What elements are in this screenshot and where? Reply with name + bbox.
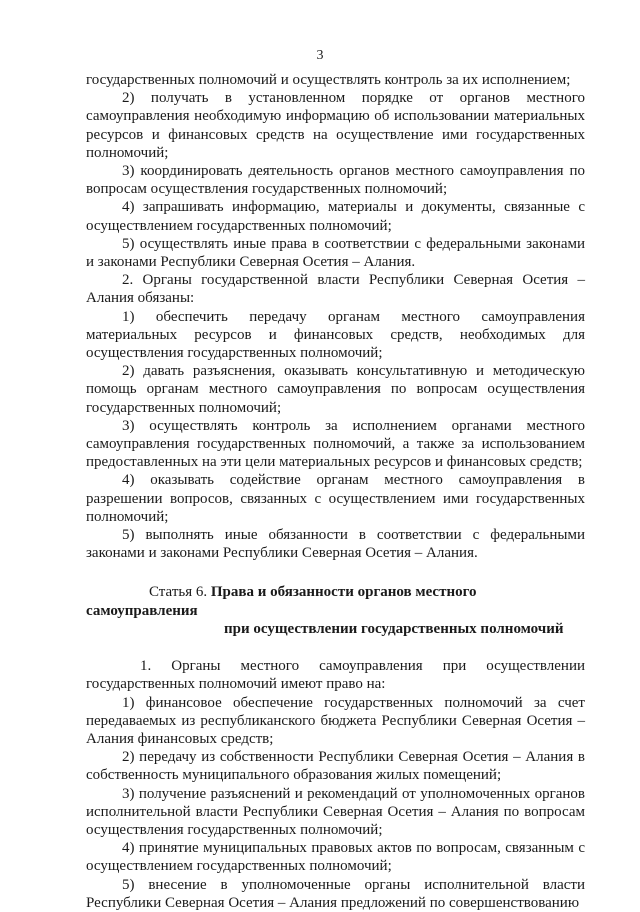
article-heading-line-1 <box>86 583 585 619</box>
paragraph: 4) принятие муниципальных правовых актов по вопросам, связанным с осуществлением государственных полномочий; <box>86 840 585 875</box>
paragraph: 3) координировать деятельность органов местного самоуправления по вопросам осуществления государственных полномочий; <box>86 163 585 198</box>
paragraph: 1) финансовое обеспечение государственных полномочий за счет передаваемых из республиканского бюджета Республики Северная Осетия – Алания финансовых средств; <box>86 694 585 747</box>
article-title-line-1: Права и обязанности органов местного самоуправления <box>86 584 477 619</box>
paragraph: 1. Органы местного самоуправления при осуществлении государственных полномочий имеют право на: <box>86 658 585 693</box>
paragraph: 2. Органы государственной власти Республики Северная Осетия – Алания обязаны: <box>86 272 585 307</box>
paragraph: 4) запрашивать информацию, материалы и документы, связанные с осуществлением государственных полномочий; <box>86 199 585 234</box>
paragraphs-after-article <box>86 657 585 912</box>
document-body <box>86 71 585 912</box>
paragraph: 4) оказывать содействие органам местного самоуправления в разрешении вопросов, связанных с осуществлением ими государственных полномочий; <box>86 472 585 525</box>
article-heading-line-2 <box>86 620 585 638</box>
paragraph: 2) получать в установленном порядке от органов местного самоуправления необходимую информацию об использовании материальных ресурсов и финансовых средств на осуществление ими государственных полномочий; <box>86 90 585 161</box>
paragraph: 5) выполнять иные обязанности в соответствии с федеральными законами и законами Республики Северная Осетия – Алания. <box>86 527 585 562</box>
paragraph: 1) обеспечить передачу органам местного самоуправления материальных ресурсов и финансовых средств, необходимых для осуществления государственных полномочий; <box>86 308 585 362</box>
paragraph: 3) получение разъяснений и рекомендаций от уполномоченных органов исполнительной власти Республики Северная Осетия – Алания по вопросам осуществления государственных полномочий; <box>86 785 585 838</box>
article-heading <box>86 583 585 638</box>
paragraph: 5) внесение в уполномоченные органы исполнительной власти Республики Северная Осетия – Алания предложений по совершенствованию <box>86 876 585 911</box>
paragraph: 5) осуществлять иные права в соответствии с федеральными законами и законами Республики Северная Осетия – Алания. <box>86 235 585 271</box>
paragraphs-before-article <box>86 71 585 562</box>
paragraph: 3) осуществлять контроль за исполнением органами местного самоуправления государственных полномочий, а также за использованием предоставленных на эти цели материальных ресурсов и финансовых средств; <box>86 417 585 471</box>
article-title-line-2: при осуществлении государственных полномочий <box>224 620 564 637</box>
paragraph: 2) передачу из собственности Республики Северная Осетия – Алания в собственность муниципального образования жилых помещений; <box>86 749 585 784</box>
article-prefix: Статья 6. <box>149 584 208 601</box>
paragraph: государственных полномочий и осуществлять контроль за их исполнением; <box>86 72 571 88</box>
page-number: 3 <box>316 48 324 63</box>
paragraph: 2) давать разъяснения, оказывать консультативную и методическую помощь органам местного самоуправления по вопросам осуществления государственных полномочий; <box>86 363 585 416</box>
